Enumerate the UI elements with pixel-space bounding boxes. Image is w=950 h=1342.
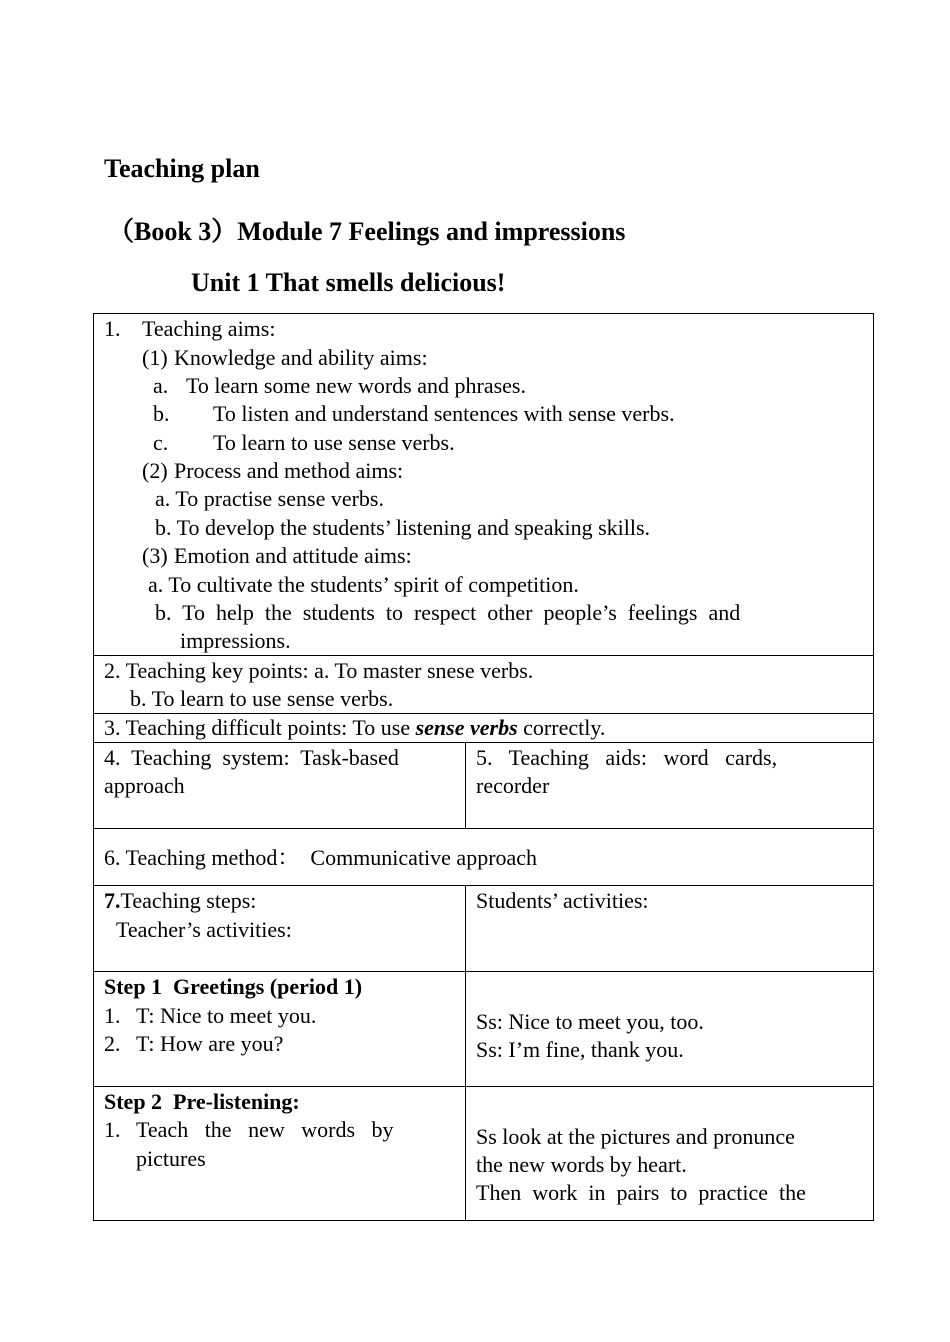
table-border-left (93, 313, 94, 1221)
teaching-aids-line1: 5. Teaching aids: word cards, (476, 745, 778, 770)
table-border-bottom (93, 1220, 874, 1221)
step1-teacher-item2 (104, 1030, 284, 1058)
module-title: （Book 3）Module 7 Feelings and impressions (108, 217, 626, 246)
knowledge-aim-b-text: To listen and understand sentences with sense verbs. (213, 401, 675, 426)
process-aims-heading (142, 457, 404, 485)
aims-heading-number: 1. (104, 316, 121, 341)
step1-teacher-item2-number: 2. (104, 1031, 121, 1056)
knowledge-aim-c (153, 429, 455, 457)
knowledge-aims-heading (142, 344, 428, 372)
students-activities-heading: Students’ activities: (476, 888, 649, 913)
row-divider (93, 828, 874, 829)
step1-student-line2: Ss: I’m fine, thank you. (476, 1037, 684, 1062)
knowledge-aims-number: (1) (142, 345, 168, 370)
step1-title: Step 1 Greetings (period 1) (104, 974, 363, 999)
emotion-aims-label: Emotion and attitude aims: (174, 543, 412, 568)
step2-teacher-item1-number: 1. (104, 1117, 121, 1142)
key-points-line2: b. To learn to use sense verbs. (130, 686, 394, 711)
step1-teacher-item1-number: 1. (104, 1003, 121, 1028)
teaching-system-line1: 4. Teaching system: Task-based (104, 745, 399, 770)
row-divider (93, 742, 874, 743)
difficult-points-prefix: 3. Teaching difficult points: To use (104, 715, 416, 740)
emotion-aim-b-line1: b. To help the students to respect other people’s feelings and (155, 600, 741, 625)
knowledge-aim-a-text: To learn some new words and phrases. (186, 373, 526, 398)
process-aim-b: b. To develop the students’ listening and speaking skills. (155, 515, 651, 540)
teaching-steps-number: 7. (104, 888, 121, 913)
row-divider (93, 1086, 874, 1087)
teaching-steps-label: Teaching steps: (120, 888, 257, 913)
process-aim-a: a. To practise sense verbs. (155, 486, 384, 511)
knowledge-aim-a-label: a. (153, 373, 169, 398)
teaching-aids-line2: recorder (476, 773, 550, 798)
step1-teacher-item1-text: T: Nice to meet you. (136, 1003, 317, 1028)
process-aims-number: (2) (142, 458, 168, 483)
knowledge-aim-b-label: b. (153, 401, 170, 426)
knowledge-aim-a (153, 372, 526, 400)
difficult-points (104, 714, 605, 742)
aims-heading (104, 315, 276, 343)
unit-title: Unit 1 That smells delicious! (191, 268, 506, 297)
difficult-points-suffix: correctly. (517, 715, 606, 740)
step2-teacher-item1-line1: Teach the new words by (136, 1117, 394, 1142)
step2-teacher-item1-line2: pictures (136, 1146, 206, 1171)
step2-teacher-item1 (104, 1116, 121, 1144)
emotion-aims-heading (142, 542, 412, 570)
step1-teacher-item1 (104, 1002, 317, 1030)
knowledge-aim-c-text: To learn to use sense verbs. (213, 430, 455, 455)
table-border-top (93, 313, 874, 314)
teacher-activities-heading: Teacher’s activities: (116, 917, 292, 942)
knowledge-aim-c-label: c. (153, 430, 169, 455)
teaching-system-line2: approach (104, 773, 185, 798)
knowledge-aims-label: Knowledge and ability aims: (174, 345, 428, 370)
row-divider (93, 971, 874, 972)
step2-student-line2: the new words by heart. (476, 1152, 687, 1177)
step2-student-line3: Then work in pairs to practice the (476, 1180, 806, 1205)
page-title: Teaching plan (104, 154, 260, 183)
emotion-aim-a: a. To cultivate the students’ spirit of competition. (148, 572, 579, 597)
table-border-right (873, 313, 874, 1221)
teaching-steps-heading (104, 887, 256, 915)
process-aims-label: Process and method aims: (174, 458, 404, 483)
column-divider (465, 742, 466, 829)
teaching-method: 6. Teaching method： Communicative approach (104, 845, 538, 870)
column-divider (465, 885, 466, 1221)
step1-teacher-item2-text: T: How are you? (136, 1031, 284, 1056)
step2-title: Step 2 Pre-listening: (104, 1089, 300, 1114)
knowledge-aim-b (153, 400, 675, 428)
row-divider (93, 655, 874, 656)
step2-student-line1: Ss look at the pictures and pronunce (476, 1124, 795, 1149)
row-divider (93, 885, 874, 886)
difficult-points-emphasis: sense verbs (415, 715, 518, 740)
emotion-aim-b-line2: impressions. (180, 628, 291, 653)
step1-student-line1: Ss: Nice to meet you, too. (476, 1009, 704, 1034)
emotion-aims-number: (3) (142, 543, 168, 568)
key-points-line1: 2. Teaching key points: a. To master snese verbs. (104, 658, 534, 683)
aims-heading-label: Teaching aims: (142, 316, 276, 341)
